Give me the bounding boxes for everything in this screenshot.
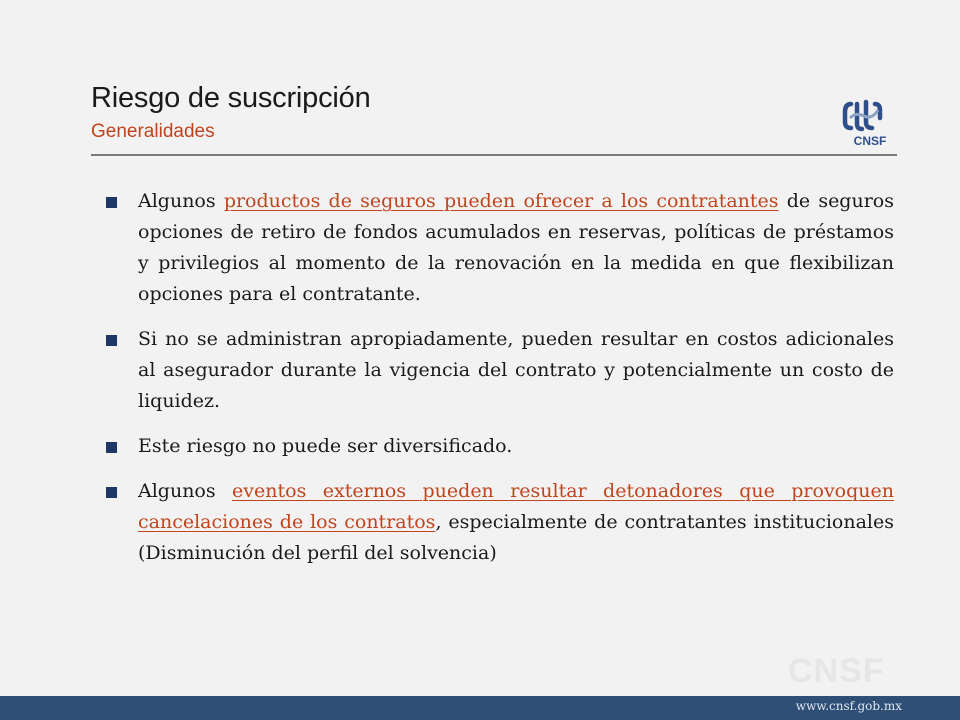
item-text-post: de seguros opciones de retiro de fondos acumulados en reservas, políticas de préstamos y privilegios al momento de la renovación en la medida en que flexibilizan opciones para el contratante. bbox=[138, 190, 894, 305]
list-item bbox=[100, 476, 894, 569]
page-title: Riesgo de suscripción bbox=[91, 82, 371, 114]
cnsf-logo-icon bbox=[842, 98, 898, 148]
cnsf-logo bbox=[842, 98, 898, 148]
item-text-pre: Algunos bbox=[138, 480, 233, 502]
logo-text: CNSF bbox=[853, 134, 887, 148]
title-divider bbox=[91, 154, 897, 156]
footer-url[interactable]: www.cnsf.gob.mx bbox=[795, 699, 902, 713]
page-subtitle: Generalidades bbox=[91, 121, 215, 142]
item-text: Este riesgo no puede ser diversificado. bbox=[138, 435, 513, 457]
item-text-post: , especialmente de contratantes institucionales (Disminución del perfil del solvencia) bbox=[138, 511, 894, 564]
bullet-square-icon bbox=[106, 197, 117, 208]
item-link[interactable]: eventos externos pueden resultar detonadores que provoquen cancelaciones de los contratos bbox=[138, 480, 894, 533]
item-text: Si no se administran apropiadamente, pueden resultar en costos adicionales al asegurador durante la vigencia del contrato y potencialmente un costo de liquidez. bbox=[138, 328, 894, 412]
list-item bbox=[100, 186, 894, 310]
item-text-pre: Algunos bbox=[138, 190, 224, 212]
bullet-list bbox=[100, 186, 894, 583]
list-item bbox=[100, 431, 894, 462]
cnsf-watermark: CNSF bbox=[788, 652, 885, 690]
bullet-square-icon bbox=[106, 487, 117, 498]
list-item bbox=[100, 324, 894, 417]
footer-bar bbox=[0, 696, 960, 720]
bullet-square-icon bbox=[106, 442, 117, 453]
item-link[interactable]: productos de seguros pueden ofrecer a los contratantes bbox=[223, 190, 779, 212]
bullet-square-icon bbox=[106, 335, 117, 346]
